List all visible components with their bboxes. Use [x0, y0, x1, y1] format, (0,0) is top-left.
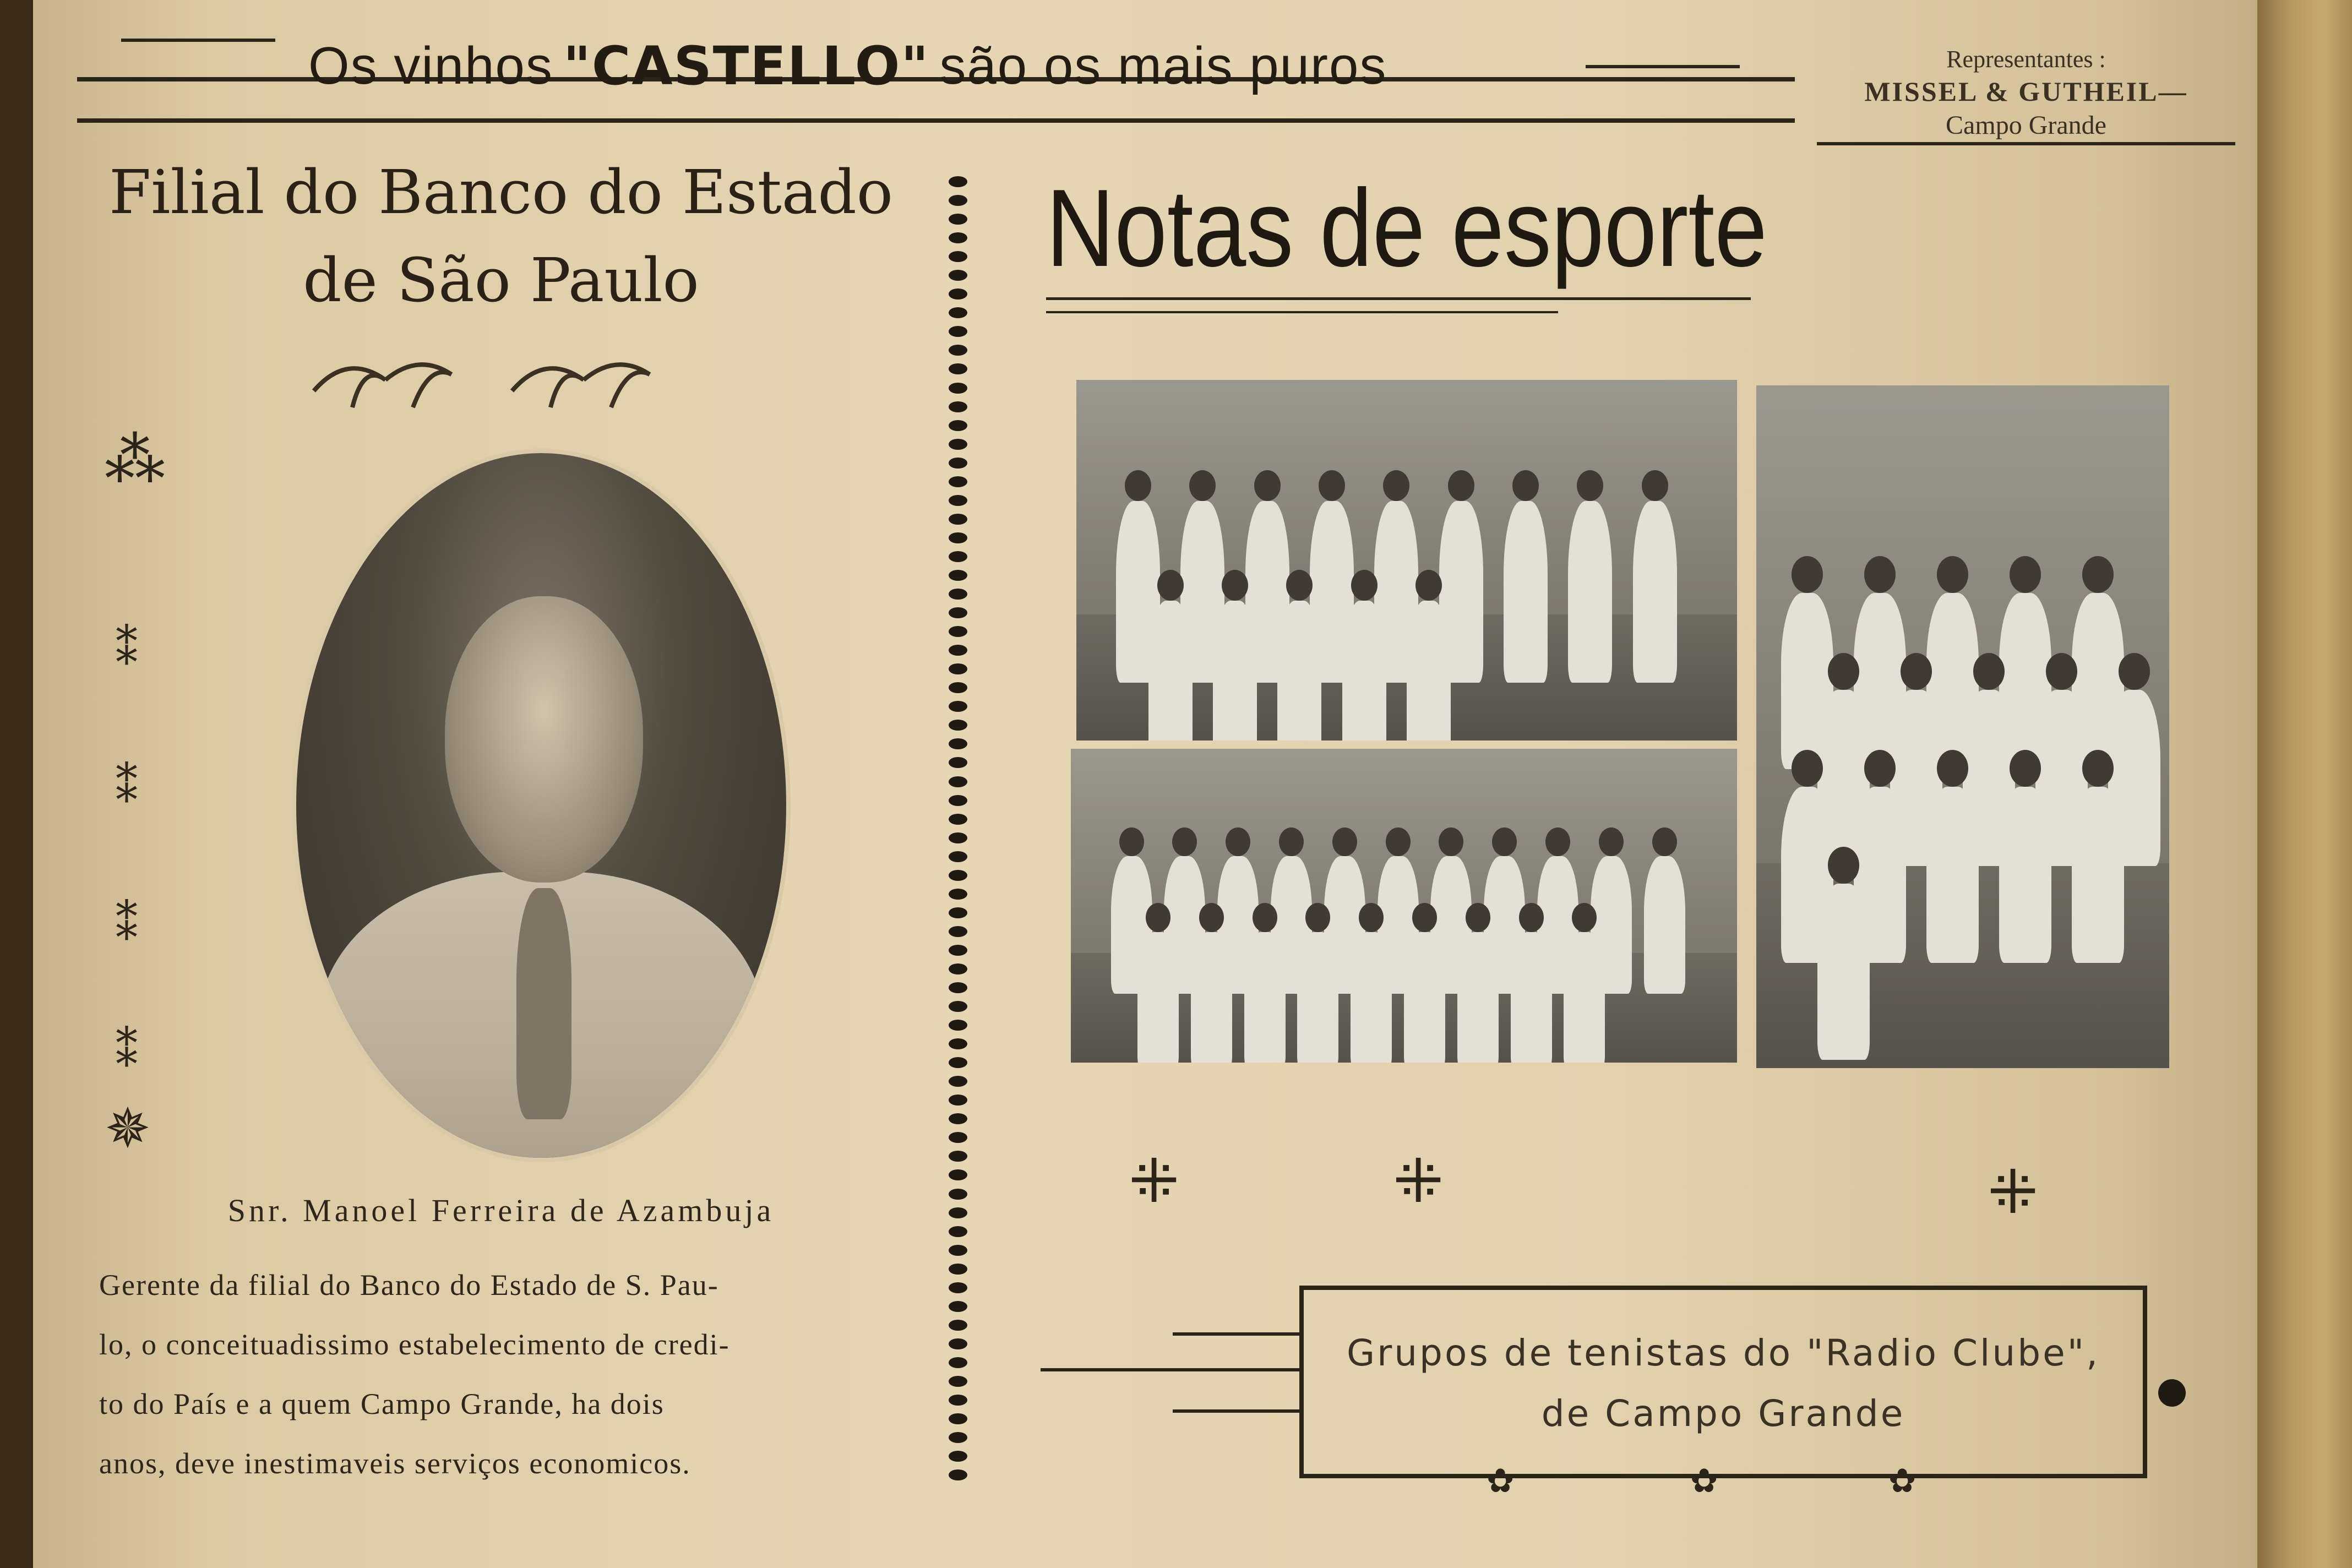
player-head: [1577, 470, 1603, 501]
player-head: [1189, 470, 1216, 501]
divider-dot: [949, 1095, 967, 1106]
floret-ornament-icon: ✿: [1888, 1462, 1917, 1500]
divider-dot: [949, 870, 967, 881]
player-head: [1599, 827, 1624, 857]
divider-dot: [949, 682, 967, 693]
divider-dot: [949, 1264, 967, 1275]
player-head: [1253, 903, 1277, 932]
player-head: [1519, 903, 1544, 932]
dot-ornament-icon: ⁑: [116, 1026, 138, 1077]
divider-dot: [949, 720, 967, 731]
divider-dot: [949, 570, 967, 581]
player-head: [1386, 827, 1411, 857]
divider-dot: [949, 1057, 967, 1068]
divider-dot: [949, 589, 967, 600]
representatives-rule: [1817, 142, 2235, 145]
player-figure: [1926, 787, 1979, 963]
divider-dot: [949, 795, 967, 806]
divider-dot: [949, 383, 967, 394]
floret-ornament-icon: ✿: [1690, 1462, 1718, 1500]
player-figure: [1191, 932, 1232, 1063]
player-head: [1383, 470, 1409, 501]
divider-dot: [949, 176, 967, 187]
divider-dot: [949, 1357, 967, 1368]
divider-dot: [949, 326, 967, 337]
banner-dash-right: [1586, 65, 1740, 68]
divider-dot: [949, 251, 967, 262]
representatives-company: MISSEL & GUTHEIL—: [1864, 76, 2188, 107]
player-head: [1828, 847, 1859, 884]
player-head: [1254, 470, 1281, 501]
divider-dot: [949, 851, 967, 862]
floret-ornament-icon: ✿: [1487, 1462, 1515, 1500]
divider-dot: [949, 776, 967, 787]
player-figure: [2072, 787, 2124, 963]
player-head: [1157, 570, 1184, 601]
player-head: [1359, 903, 1384, 932]
wine-advertisement: [308, 11, 1575, 121]
player-head: [1937, 556, 1968, 593]
divider-dot: [949, 532, 967, 543]
divider-dot: [949, 401, 967, 412]
column-divider: [947, 176, 969, 1481]
dot-ornament-icon: ⁑: [116, 761, 138, 813]
caption-line: lo, o conceituadissimo estabelecimento de credi-: [99, 1328, 730, 1361]
divider-dot: [949, 1301, 967, 1312]
sport-heading-rule-2: [1046, 311, 1558, 313]
divider-dot: [949, 551, 967, 562]
representatives-label: Representantes :: [1946, 46, 2106, 73]
divider-dot: [949, 663, 967, 674]
caption-lead-line: [1173, 1332, 1299, 1336]
player-head: [1973, 653, 2005, 690]
bank-title-line-2: de São Paulo: [303, 244, 699, 315]
divider-dot: [949, 645, 967, 656]
divider-dot: [949, 270, 967, 281]
player-head: [2082, 556, 2114, 593]
portrait-photo: [292, 449, 791, 1162]
divider-dot: [949, 926, 967, 937]
book-spine: [2257, 0, 2352, 1568]
player-figure: [1564, 932, 1605, 1063]
banner-brand: "CASTELLO": [563, 35, 930, 97]
divider-dot: [949, 439, 967, 450]
player-head: [1439, 827, 1463, 857]
player-figure: [1457, 932, 1499, 1063]
dot-ornament-icon: ⁑: [116, 624, 138, 675]
player-head: [1199, 903, 1224, 932]
divider-dot: [949, 1395, 967, 1406]
divider-dot: [949, 1001, 967, 1012]
divider-dot: [949, 814, 967, 825]
player-figure: [1297, 932, 1338, 1063]
divider-dot: [949, 1320, 967, 1331]
divider-dot: [949, 1226, 967, 1237]
bank-title-line-1: Filial do Banco do Estado: [108, 157, 894, 227]
player-head: [1172, 827, 1197, 857]
divider-dot: [949, 832, 967, 843]
player-head: [2119, 653, 2150, 690]
banner-suffix: são os mais puros: [939, 36, 1387, 95]
bank-heading: [94, 149, 908, 324]
divider-dot: [949, 1076, 967, 1087]
divider-dot: [949, 476, 967, 487]
player-head: [1642, 470, 1668, 501]
player-head: [1319, 470, 1345, 501]
tennis-group-photo-2: [1071, 749, 1737, 1063]
dot-ornament-icon: ⁑: [116, 899, 138, 950]
divider-dot: [949, 738, 967, 749]
clover-ornament-icon: ⁜: [1393, 1146, 1444, 1216]
portrait-caption-name: Snr. Manoel Ferreira de Azambuja: [227, 1193, 775, 1228]
player-figure: [1504, 501, 1548, 683]
player-head: [1415, 570, 1442, 601]
divider-dot: [949, 363, 967, 374]
player-head: [1864, 750, 1896, 787]
player-head: [1286, 570, 1313, 601]
divider-dot: [949, 963, 967, 974]
representatives-block: [1817, 44, 2235, 142]
divider-dot: [949, 1207, 967, 1218]
player-head: [1351, 570, 1378, 601]
player-head: [1305, 903, 1330, 932]
divider-dot: [949, 626, 967, 637]
divider-dot: [949, 1113, 967, 1124]
player-head: [1828, 653, 1859, 690]
divider-dot: [949, 607, 967, 618]
divider-dot: [949, 1189, 967, 1200]
divider-dot: [949, 420, 967, 431]
player-head: [1119, 827, 1144, 857]
player-figure: [1244, 932, 1286, 1063]
banner-prefix: Os vinhos: [308, 36, 553, 95]
divider-dot: [949, 307, 967, 318]
representatives-city: Campo Grande: [1946, 110, 2106, 140]
sport-heading: Notas de esporte: [1046, 167, 1767, 290]
player-figure: [1277, 601, 1321, 741]
portrait-caption-body: [99, 1255, 870, 1493]
divider-dot: [949, 907, 967, 918]
player-head: [1466, 903, 1490, 932]
star-ornament-icon: ✵: [105, 1096, 151, 1161]
divider-dot: [949, 701, 967, 712]
newspaper-page: [33, 0, 2290, 1568]
divider-dot: [949, 1020, 967, 1031]
divider-dot: [949, 1245, 967, 1256]
player-head: [1652, 827, 1677, 857]
tennis-caption-line-1: Grupos de tenistas do "Radio Clube",: [1346, 1332, 2100, 1374]
player-head: [2082, 750, 2114, 787]
player-head: [1864, 556, 1896, 593]
player-figure: [1511, 932, 1552, 1063]
divider-dot: [949, 1451, 967, 1462]
divider-dot: [949, 1038, 967, 1049]
player-figure: [1351, 932, 1392, 1063]
divider-dot: [949, 495, 967, 506]
player-head: [1146, 903, 1170, 932]
player-head: [2010, 750, 2041, 787]
player-head: [1512, 470, 1539, 501]
clover-ornament-icon: ⁂: [105, 424, 165, 495]
divider-dot: [949, 1376, 967, 1387]
player-head: [1448, 470, 1474, 501]
divider-dot: [949, 1169, 967, 1180]
caption-line: anos, deve inestimaveis serviços economicos.: [99, 1447, 691, 1480]
divider-dot: [949, 1413, 967, 1424]
divider-dot: [949, 345, 967, 356]
player-head: [1412, 903, 1437, 932]
player-figure: [1342, 601, 1386, 741]
divider-dot: [949, 889, 967, 900]
clover-ornament-icon: ⁜: [1129, 1146, 1180, 1216]
flourish-ornament: [303, 341, 688, 424]
divider-dot: [949, 458, 967, 469]
divider-dot: [949, 214, 967, 225]
caption-line: Gerente da filial do Banco do Estado de S. Pau-: [99, 1268, 719, 1302]
divider-dot: [949, 288, 967, 300]
divider-dot: [949, 1338, 967, 1349]
player-head: [1279, 827, 1304, 857]
player-head: [1492, 827, 1517, 857]
player-figure: [1148, 601, 1193, 741]
divider-dot: [949, 982, 967, 993]
player-head: [1792, 750, 1823, 787]
caption-bullet: [2158, 1379, 2186, 1407]
player-head: [2046, 653, 2077, 690]
player-head: [1226, 827, 1250, 857]
caption-line: to do País e a quem Campo Grande, ha dois: [99, 1387, 665, 1420]
player-figure: [1644, 856, 1685, 994]
player-figure: [1999, 787, 2051, 963]
divider-dot: [949, 757, 967, 768]
portrait-face: [445, 596, 643, 883]
player-head: [1572, 903, 1597, 932]
divider-dot: [949, 1282, 967, 1293]
player-head: [1545, 827, 1570, 857]
divider-dot: [949, 195, 967, 206]
player-figure: [1404, 932, 1445, 1063]
player-head: [1792, 556, 1823, 593]
divider-dot: [949, 232, 967, 243]
tennis-caption-line-2: de Campo Grande: [1541, 1392, 1905, 1435]
divider-dot: [949, 1132, 967, 1143]
player-head: [1332, 827, 1357, 857]
player-head: [1222, 570, 1248, 601]
divider-dot: [949, 1432, 967, 1443]
tennis-group-photo-1: [1076, 380, 1737, 741]
sport-heading-rule: [1046, 297, 1751, 300]
divider-dot: [949, 1151, 967, 1162]
player-figure: [1407, 601, 1451, 741]
player-figure: [1568, 501, 1612, 683]
clover-ornament-icon: ⁜: [1988, 1157, 2039, 1227]
player-head: [1937, 750, 1968, 787]
player-head: [2010, 556, 2041, 593]
caption-lead-line: [1041, 1368, 1299, 1371]
player-head: [1125, 470, 1151, 501]
tennis-caption-box: [1299, 1286, 2147, 1478]
divider-dot: [949, 945, 967, 956]
divider-dot: [949, 514, 967, 525]
player-figure: [1213, 601, 1257, 741]
player-figure: [1633, 501, 1677, 683]
banner-dash-left: [121, 39, 275, 42]
player-figure: [1137, 932, 1179, 1063]
player-figure: [1817, 884, 1870, 1060]
divider-dot: [949, 1469, 967, 1480]
caption-lead-line: [1173, 1409, 1299, 1413]
tennis-group-photo-3: [1756, 385, 2169, 1068]
player-head: [1901, 653, 1932, 690]
portrait-tie: [516, 888, 571, 1119]
